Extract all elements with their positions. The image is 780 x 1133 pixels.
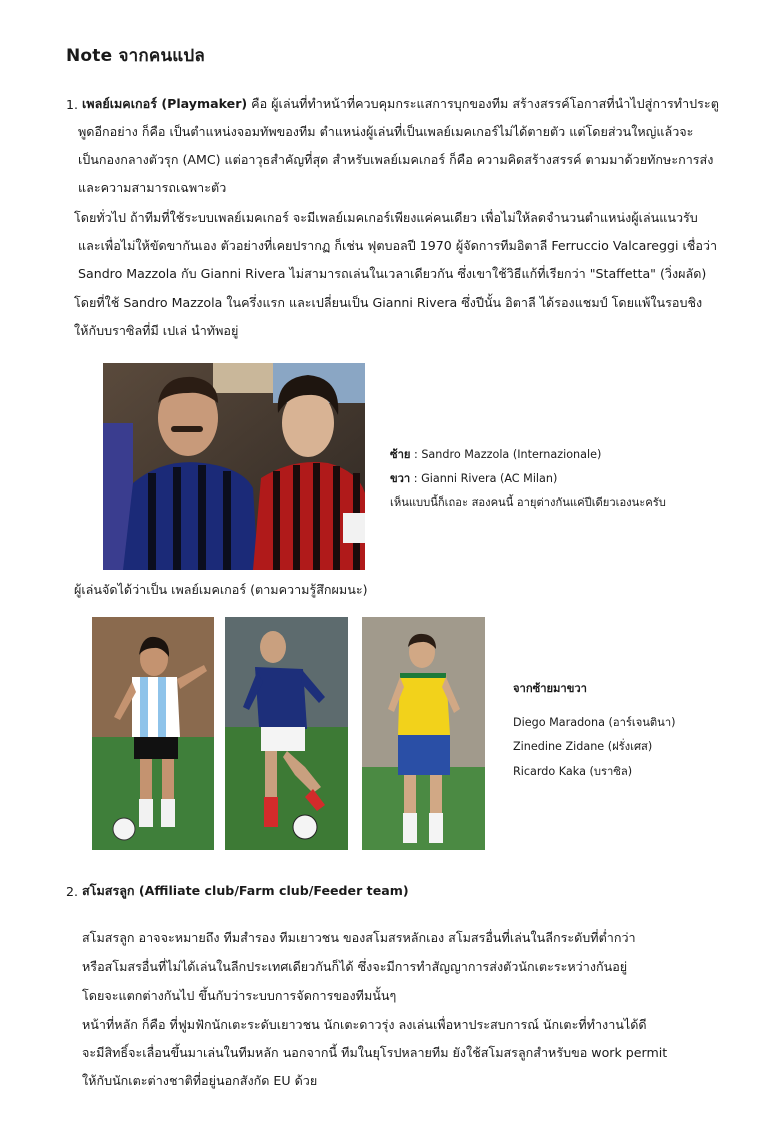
- section-1-heading: เพลย์เมคเกอร์ (Playmaker): [82, 96, 248, 111]
- section-2-line: จะมีสิทธิ์จะเลื่อนขึ้นมาเล่นในทีมหลัก นอกจากนี้ ทีมในยุโรปหลายทีม ยังใช้สโมสรลูกสำหรับขอ work permit: [82, 1045, 668, 1060]
- section-2-line: หรือสโมสรอื่นที่ไม่ได้เล่นในลีกประเทศเดียวกันก็ได้ ซึ่งจะมีการทำสัญญาการส่งตัวนักเตะระหว่างกันอยู่: [82, 959, 628, 974]
- caption-right-value: : Gianni Rivera (AC Milan): [410, 472, 558, 485]
- section-2-number: 2.: [66, 884, 79, 899]
- section-2-heading: สโมสรลูก (Affiliate club/Farm club/Feeder team): [82, 883, 409, 898]
- mazzola-rivera-photo: [103, 363, 365, 570]
- caption-note: เห็นแบบนี้ก็เถอะ สองคนนี้ อายุต่างกันแค่ปีเดียวเองนะครับ: [390, 496, 666, 509]
- section-1-line: โดยทั่วไป ถ้าทีมที่ใช้ระบบเพลย์เมคเกอร์ จะมีเพลย์เมคเกอร์เพียงแค่คนเดียว เพื่อไม่ให้ลดจำนวนตำแหน่งผู้เล่นแนวรับ: [74, 210, 698, 225]
- mazzola-rivera-photo-art: [103, 363, 365, 570]
- section-2-line: สโมสรลูก อาจจะหมายถึง ทีมสำรอง ทีมเยาวชน ของสโมสรหลักเอง สโมสรอื่นที่เล่นในลีกระดับที่ต่ำกว่า: [82, 930, 636, 945]
- zidane-photo: [225, 617, 348, 850]
- section-1-line: Sandro Mazzola กับ Gianni Rivera ไม่สามารถเล่นในเวลาเดียวกัน ซึ่งเขาใช้วิธีแก้ที่เรียกว่า "Staffetta" (วิ่งผลัด): [78, 266, 707, 281]
- section-1-number: 1.: [66, 97, 79, 112]
- section-2-line: ให้กับนักเตะต่างชาติที่อยู่นอกสังกัด EU ด้วย: [82, 1073, 318, 1088]
- page-title: Note จากคนแปล: [66, 46, 206, 66]
- caption-left-key: ซ้าย: [390, 448, 411, 461]
- caption-left-value: : Sandro Mazzola (Internazionale): [410, 448, 602, 461]
- photos-caption-heading: จากซ้ายมาขวา: [513, 682, 587, 695]
- kaka-photo: [362, 617, 485, 850]
- section-1-first-line-text: คือ ผู้เล่นที่ทำหน้าที่ควบคุมกระแสการบุกของทีม สร้างสรรค์โอกาสที่นำไปสู่การทำประตู: [247, 96, 719, 111]
- section-2-line: โดยจะแตกต่างกันไป ขึ้นกับว่าระบบการจัดการของทีมนั้นๆ: [82, 988, 397, 1003]
- section-1-line: และความสามารถเฉพาะตัว: [78, 180, 227, 195]
- section-2-line: หน้าที่หลัก ก็คือ ที่ฟูมฟักนักเตะระดับเยาวชน นักเตะดาวรุ่ง ลงเล่นเพื่อหาประสบการณ์ นักเตะที่ทำงานได้ดี: [82, 1017, 647, 1032]
- section-1-line: และเพื่อไม่ให้ขัดขากันเอง ตัวอย่างที่เคยปรากฏ ก็เช่น ฟุตบอลปี 1970 ผู้จัดการทีมอิตาลี Ferruccio Valcareggi เชื่อว่า: [78, 238, 718, 253]
- section-1-first-line: [82, 90, 719, 118]
- section-1-line: โดยที่ใช้ Sandro Mazzola ในครึ่งแรก และเปลี่ยนเป็น Gianni Rivera ซึ่งปีนั้น อิตาลี ได้รองแชมป์ โดยแพ้ในรอบชิง: [74, 295, 703, 310]
- caption-right: [390, 467, 557, 491]
- section-1-line: พูดอีกอย่าง ก็คือ เป็นตำแหน่งจอมทัพของทีม ตำแหน่งผู้เล่นที่เป็นเพลย์เมคเกอร์ไม่ได้ตายตัว แต่โดยส่วนใหญ่แล้วจะ: [78, 124, 694, 139]
- caption-left: [390, 443, 601, 467]
- kaka-photo-art: [362, 617, 485, 850]
- caption-name: Zinedine Zidane (ฝรั่งเศส): [513, 740, 653, 753]
- section-1-line: เป็นกองกลางตัวรุก (AMC) แต่อาวุธสำคัญที่สุด สำหรับเพลย์เมคเกอร์ ก็คือ ความคิดสร้างสรรค์ ตามมาด้วยทักษะการส่ง: [78, 152, 714, 167]
- zidane-photo-art: [225, 617, 348, 850]
- maradona-photo-art: [92, 617, 214, 850]
- caption-name: Ricardo Kaka (บราซิล): [513, 765, 633, 778]
- section-1-line: ให้กับบราซิลที่มี เปเล่ นำทัพอยู่: [74, 323, 239, 338]
- maradona-photo: [92, 617, 214, 850]
- playmakers-intro: ผู้เล่นจัดได้ว่าเป็น เพลย์เมคเกอร์ (ตามความรู้สึกผมนะ): [74, 582, 368, 597]
- caption-name: Diego Maradona (อาร์เจนตินา): [513, 716, 676, 729]
- caption-right-key: ขวา: [390, 472, 411, 485]
